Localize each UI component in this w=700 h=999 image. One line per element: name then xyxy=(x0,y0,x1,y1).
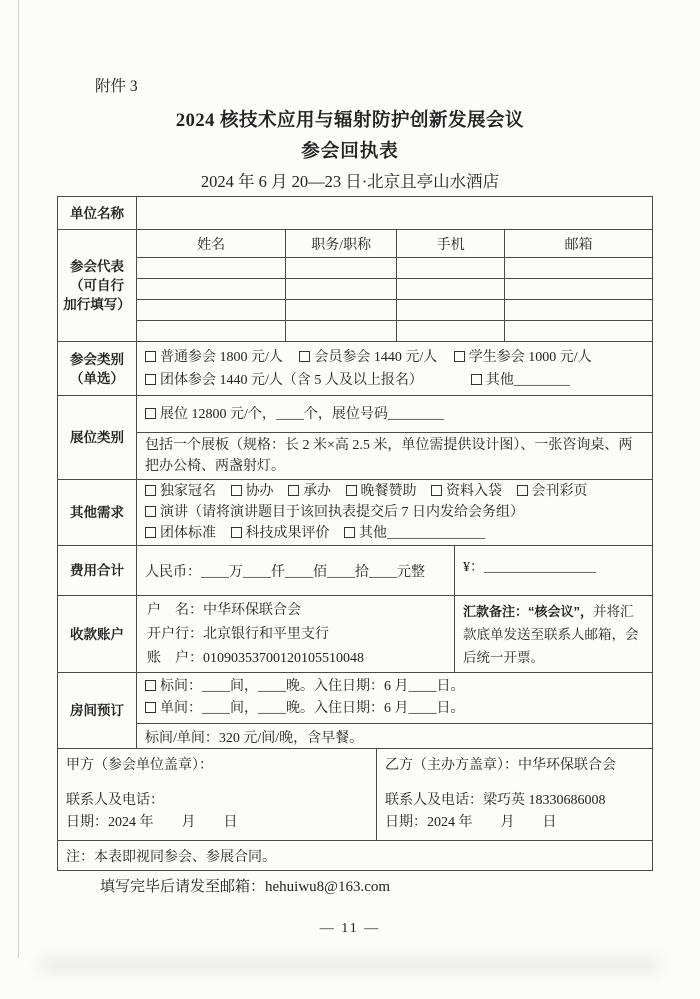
checkbox-icon xyxy=(454,351,465,362)
delegate-cell xyxy=(286,279,397,299)
fee-amount-figure: ¥：________________ xyxy=(463,560,596,575)
fee-rmb-words: 人民币：____万____仟____佰____拾____元整 xyxy=(137,546,455,595)
room-label: 房间预订 xyxy=(58,673,137,748)
row-fee-total xyxy=(58,545,652,595)
booth-description: 包括一个展板（规格：长 2 米×高 2.5 米，单位需提供设计图）、一张咨询桌、两把办公椅、两盏射灯。 xyxy=(145,438,633,474)
delegate-empty-row xyxy=(137,320,652,341)
party-a-date: 日期：2024 年 月 日 xyxy=(66,815,238,830)
row-room-booking xyxy=(58,672,652,748)
delegate-cell xyxy=(397,321,505,341)
delegates-subtable xyxy=(137,230,652,341)
column-header-title: 职务/职称 xyxy=(286,230,397,257)
option-group: 团体参会 1440 元/人（含 5 人及以上报名） xyxy=(145,373,423,388)
booth-label: 展位类别 xyxy=(58,396,137,479)
option-student: 学生参会 1000 元/人 xyxy=(454,350,592,365)
checkbox-icon xyxy=(145,527,156,538)
row-contract-note xyxy=(58,840,652,870)
option-regular: 普通参会 1800 元/人 xyxy=(145,350,283,365)
needs-label: 其他需求 xyxy=(58,480,137,545)
row-delegates xyxy=(58,229,652,341)
option-exclusive-naming: 独家冠名 xyxy=(145,484,216,499)
checkbox-icon xyxy=(231,485,242,496)
checkbox-icon xyxy=(288,485,299,496)
booth-content xyxy=(137,396,652,479)
option-bag-insert: 资料入袋 xyxy=(431,484,502,499)
party-a-contact: 联系人及电话： xyxy=(66,793,164,808)
remittance-note: 汇款备注：“核会议”，并将汇款底单发送至联系人邮箱，会后统一开票。 xyxy=(463,604,639,665)
account-number: 账 户：01090353700120105510048 xyxy=(147,651,364,666)
document-subtitle: 参会回执表 xyxy=(301,142,399,162)
scan-shadow-artifact xyxy=(40,958,660,972)
column-header-email: 邮箱 xyxy=(564,237,593,253)
row-payment-account xyxy=(58,595,652,672)
registration-form-table xyxy=(57,196,653,871)
delegate-empty-row xyxy=(137,257,652,278)
email-submit-note: 填写完毕后请发至邮箱：hehuiwu8@163.com xyxy=(100,879,391,895)
page-number: — 11 — xyxy=(319,921,381,936)
delegate-empty-row xyxy=(137,299,652,320)
checkbox-icon xyxy=(431,485,442,496)
delegate-cell xyxy=(505,258,652,278)
checkbox-icon xyxy=(517,485,528,496)
option-coorganizer: 协办 xyxy=(231,484,274,499)
room-content xyxy=(137,673,652,748)
delegate-empty-row xyxy=(137,278,652,299)
checkbox-icon xyxy=(145,506,156,517)
checkbox-icon xyxy=(145,351,156,362)
needs-options xyxy=(137,480,652,545)
category-options xyxy=(137,342,652,395)
option-achievement-eval: 科技成果评价 xyxy=(231,526,330,541)
account-content xyxy=(137,596,652,672)
party-b-contact: 联系人及电话：梁巧英 18330686008 xyxy=(385,793,606,808)
fee-content xyxy=(137,546,652,595)
room-options xyxy=(137,673,652,724)
checkbox-icon xyxy=(145,702,156,713)
checkbox-icon xyxy=(344,527,355,538)
option-dinner-sponsor: 晚餐赞助 xyxy=(346,484,417,499)
delegate-cell xyxy=(505,300,652,320)
option-single-room: 单间：____间，____晚。入住日期：6 月____日。 xyxy=(145,698,644,720)
checkbox-icon xyxy=(231,527,242,538)
contract-note: 注：本表即视同参会、参展合同。 xyxy=(66,849,276,865)
row-booth xyxy=(58,395,652,479)
delegates-header-row xyxy=(137,230,652,257)
party-b-date: 日期：2024 年 月 日 xyxy=(385,815,557,830)
unit-name-label: 单位名称 xyxy=(58,197,137,229)
checkbox-icon xyxy=(299,351,310,362)
delegate-cell xyxy=(137,279,286,299)
option-group-standard: 团体标准 xyxy=(145,526,216,541)
delegate-cell xyxy=(505,321,652,341)
party-b-title: 乙方（主办方盖章）：中华环保联合会 xyxy=(385,758,616,773)
room-price-note: 标间/单间：320 元/间/晚，含早餐。 xyxy=(145,731,364,746)
unit-name-field xyxy=(137,197,652,229)
delegate-cell xyxy=(286,258,397,278)
party-a-title: 甲方（参会单位盖章）： xyxy=(66,758,213,773)
option-standard-room: 标间：____间，____晚。入住日期：6 月____日。 xyxy=(145,676,644,698)
delegate-cell xyxy=(137,321,286,341)
row-parties xyxy=(58,748,652,840)
account-details xyxy=(137,596,455,672)
date-venue-line: 2024 年 6 月 20—23 日·北京且亭山水酒店 xyxy=(200,172,500,191)
category-label: 参会类别 （单选） xyxy=(58,342,137,395)
delegates-label: 参会代表 （可自行 加行填写） xyxy=(58,230,137,341)
account-bank: 开户行：北京银行和平里支行 xyxy=(147,627,329,642)
delegate-cell xyxy=(397,300,505,320)
checkbox-icon xyxy=(471,374,482,385)
delegate-cell xyxy=(505,279,652,299)
attachment-label: 附件 3 xyxy=(95,78,138,95)
option-undertaker: 承办 xyxy=(288,484,331,499)
row-other-needs xyxy=(58,479,652,545)
delegate-cell xyxy=(286,300,397,320)
option-member: 会员参会 1440 元/人 xyxy=(299,350,437,365)
delegate-cell xyxy=(137,258,286,278)
party-a-section xyxy=(58,749,377,840)
checkbox-icon xyxy=(145,408,156,419)
option-needs-other: 其他______________ xyxy=(344,526,485,541)
account-label: 收款账户 xyxy=(58,596,137,672)
booth-option: 展位 12800 元/个，____个，展位号码________ xyxy=(137,396,652,433)
column-header-mobile: 手机 xyxy=(397,230,505,257)
checkbox-icon xyxy=(346,485,357,496)
delegate-cell xyxy=(286,321,397,341)
delegate-cell xyxy=(137,300,286,320)
option-journal-page: 会刊彩页 xyxy=(517,484,588,499)
checkbox-icon xyxy=(145,680,156,691)
checkbox-icon xyxy=(145,374,156,385)
account-holder: 户 名：中华环保联合会 xyxy=(147,603,301,618)
delegate-cell xyxy=(397,279,505,299)
checkbox-icon xyxy=(145,485,156,496)
column-header-name: 姓名 xyxy=(137,230,286,257)
row-category xyxy=(58,341,652,395)
option-speech: 演讲（请将演讲题目于该回执表提交后 7 日内发给会务组） xyxy=(145,505,524,520)
fee-label: 费用合计 xyxy=(58,546,137,595)
party-b-section xyxy=(377,749,652,840)
document-title: 2024 核技术应用与辐射防护创新发展会议 xyxy=(175,111,525,131)
row-unit-name xyxy=(58,197,652,229)
delegate-cell xyxy=(397,258,505,278)
option-category-other: 其他________ xyxy=(471,373,570,388)
